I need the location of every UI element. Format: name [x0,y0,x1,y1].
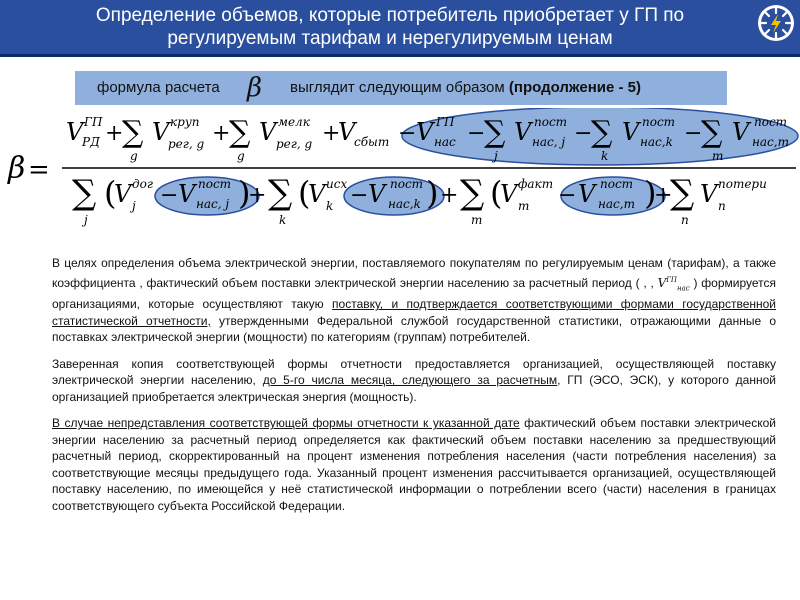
numerator-term-krup [105,115,204,163]
term-sign: + [212,121,231,146]
inline-variable: $V^{ГП}_{нас}$ [657,275,690,292]
sum-index: m [471,213,483,227]
term-var: V [152,118,170,146]
term-sign: + [105,121,124,146]
paren-close: ) [644,174,657,212]
term-sub: m [518,199,530,213]
term-sup: ГП [436,115,455,129]
term-sup: дог [132,177,153,191]
sum-sign: ∑ [484,115,506,150]
banner-right-bold: (продолжение - 5) [508,79,641,96]
p1-start: В целях определения объема электрической энергии, поставляемого покупателям по регулируемым ценам (тарифам), а также коэффициента , фактический объем поставки электрической энергии населению за расчетный период ( , , [52,256,776,290]
paren-close: ) [426,174,439,212]
term-sub: нас, j [532,135,566,149]
plus-sign: + [654,183,673,208]
term-sub: рег, g [168,137,205,151]
p2-end: , ГП (ЭСО, ЭСК), у которого данной организацией приобретается электрическая энергия (мощность). [52,373,776,404]
sum-index: j [494,149,498,163]
term-var: V [308,180,326,208]
formula-banner [75,71,727,105]
term-sub: j [132,199,136,213]
header-bar [0,0,800,57]
plus-sign: + [440,183,459,208]
p1-overlap: ) формируется организациями, которые осуществляют такую [52,275,776,312]
sum-index: k [601,149,609,163]
sum-sign: ∑ [122,115,144,150]
term-sign: − [398,121,417,146]
sum-sign: ∑ [268,173,293,213]
term-sub: нас [434,135,456,149]
sum-sign: ∑ [229,115,251,150]
banner-right-normal: выглядит следующим образом [290,79,505,96]
p3-end: фактический объем поставки электрической энергии населению за расчетный период определяется как фактический объем поставки населению за предшествующий расчетный период, скорректированный на процент изменения потребления населения (части потребления населения) за соответствующие месяцы предыдущего года. Указанный процент изменения рассчитывается организацией, осуществляющей поставку населению, по имеющейся у неё статистической информации о потреблении всего (части) населения в границах соответствующего субъекта Российской Федерации. [52,416,776,513]
term-var: V [622,118,640,146]
term-sup: мелк [278,115,310,129]
term-sign: + [322,121,341,146]
minus-sign: − [350,183,369,208]
term-sub: k [326,199,334,213]
minus-sup: пост [600,177,634,191]
term-var: V [114,180,132,208]
page-title: Определение объемов, которые потребитель приобретает у ГП по регулируемым тарифам и нерегулируемым ценам [95,5,685,49]
sum-index: k [279,213,287,227]
formula-equals: = [28,155,50,185]
minus-sup: пост [390,177,424,191]
minus-sup: пост [198,177,232,191]
term-sup: пост [754,115,788,129]
p2-underlined: до 5-го числа месяца, следующего за расчетным [262,373,558,388]
paren-open: ( [298,174,311,212]
minus-sub: нас, j [196,197,230,211]
sum-sign: ∑ [72,173,97,213]
paragraph-1 [52,255,776,346]
minus-sub: нас,k [388,197,421,211]
beta-formula [0,108,800,250]
formula-beta: β [8,151,26,186]
paren-close: ) [238,174,251,212]
minus-sign: − [558,183,577,208]
sum-index: n [681,213,689,227]
term-sub: рег, g [276,137,313,151]
numerator-term-melk [212,115,312,163]
numerator-term-rd [66,115,103,149]
denominator-group-n [670,173,767,227]
p3-underlined: В случае непредставления соответствующей формы отчетности к указанной дате [52,416,520,431]
term-sign: − [574,121,593,146]
term-sup: пост [534,115,568,129]
energy-company-logo-icon [756,3,796,43]
minus-var: V [368,180,386,208]
term-sub: РД [82,135,100,149]
paragraph-3 [52,415,776,514]
term-sub: нас,k [640,135,673,149]
term-var: V [416,118,434,146]
minus-var: V [578,180,596,208]
term-sup: круп [170,115,200,129]
paragraph-2 [52,356,776,406]
term-var: V [500,180,518,208]
p2-start: Заверенная копия соответствующей формы отчетности предоставляется организацией, осуществляющей поставку электрической энергии населению, [52,356,776,388]
p1-end: утвержденными Федеральной службой государственной статистики, отражающими данные о поставках электрической энергии (мощности) по категориям (группам) потребителей. [52,313,776,345]
term-var: V [732,118,750,146]
plus-sign: + [248,183,267,208]
sum-index: g [130,149,138,163]
term-var: V [700,180,718,208]
sum-index: m [712,149,724,163]
numerator-term-sbyt [322,118,389,149]
term-var: V [259,118,277,146]
sum-sign: ∑ [460,173,485,213]
sum-index: j [84,213,88,227]
term-var: V [514,118,532,146]
p1-underlined: поставку, и подтверждается соответствующими формами государственной статистической отчетности, [52,297,776,328]
term-sup: факт [518,177,554,191]
term-sup: пост [642,115,676,129]
term-sub: n [718,199,726,213]
term-var: V [66,118,84,146]
banner-left-text: формула расчета [97,79,220,96]
term-sub: нас,m [752,135,789,149]
denominator-group-j [72,173,266,227]
banner-right-text [290,79,641,96]
term-sup: исх [326,177,348,191]
term-var: V [338,118,356,146]
body-text [52,255,776,524]
sum-sign: ∑ [591,115,613,150]
term-sign: − [467,121,486,146]
minus-sub: нас,m [598,197,635,211]
term-sign: − [684,121,703,146]
sum-sign: ∑ [701,115,723,150]
banner-beta-symbol: β [247,73,263,103]
minus-var: V [178,180,196,208]
term-sup: ГП [84,115,103,129]
sum-index: g [237,149,245,163]
paren-open: ( [490,174,503,212]
sum-sign: ∑ [670,173,695,213]
term-sup: потери [718,177,767,191]
minus-sign: − [160,183,179,208]
paren-open: ( [104,174,117,212]
term-sub: сбыт [354,135,390,149]
